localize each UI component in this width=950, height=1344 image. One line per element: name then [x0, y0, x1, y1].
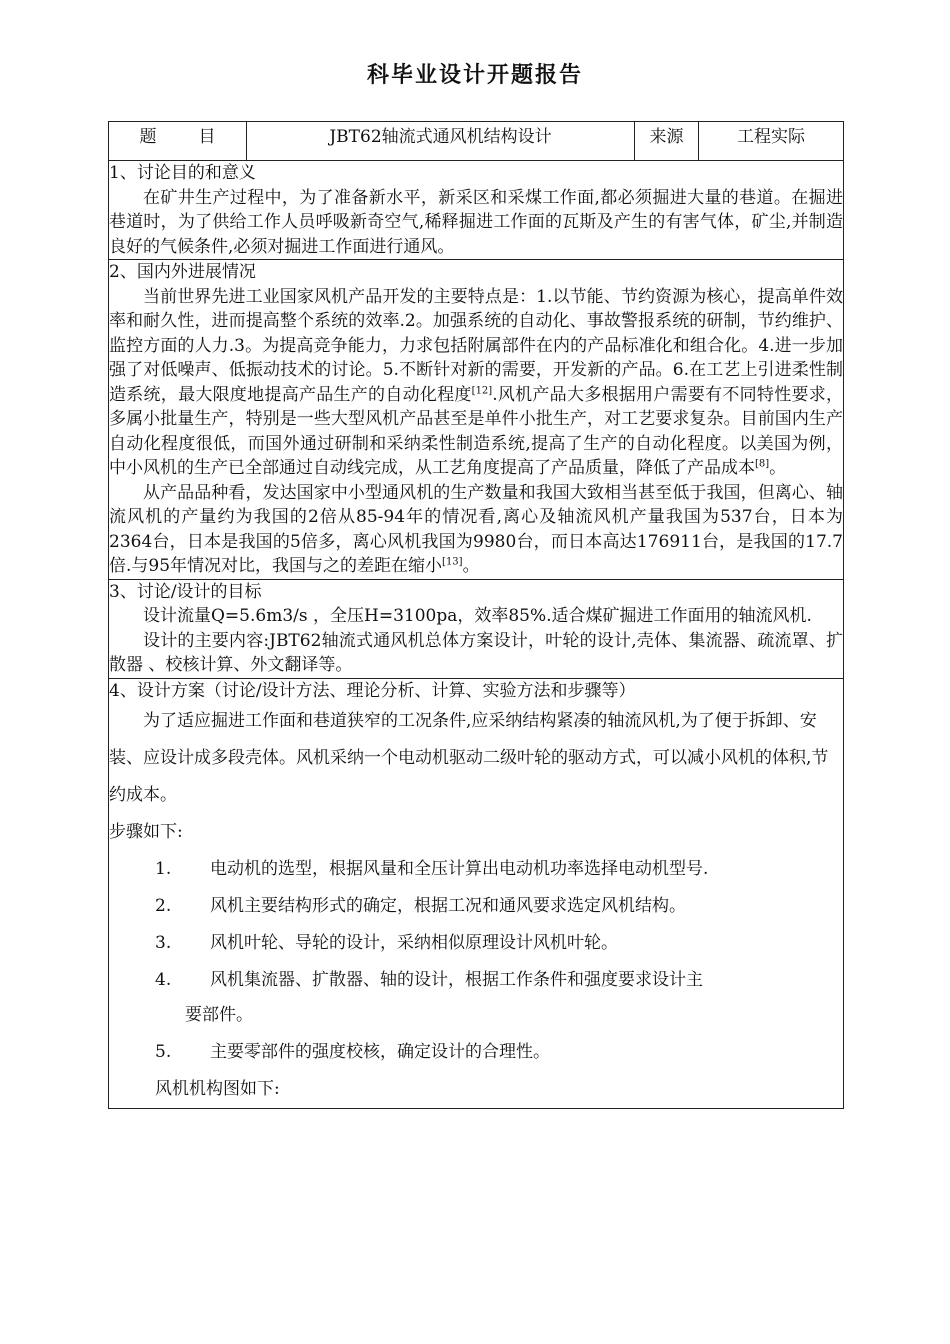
citation: [13]	[442, 556, 463, 568]
citation: [8]	[755, 458, 770, 470]
section-1	[109, 161, 844, 260]
header-row	[109, 122, 844, 161]
citation: [12]	[471, 384, 493, 396]
section-2	[109, 260, 844, 580]
source-label: 来源	[635, 122, 699, 161]
steps-label: 步骤如下:	[109, 821, 183, 842]
section-4-paragraph: 为了适应掘进工作面和巷道狭窄的工况条件,应采纳结构紧凑的轴流风机,为了便于拆卸、安装、应设计成多段壳体。风机采纳一个电动机驱动二级叶轮的驱动方式，可以减小风机的体积,节约成本。	[109, 710, 829, 805]
section-1-text: 在矿井生产过程中，为了准备新水平，新采区和采煤工作面,都必须掘进大量的巷道。在掘进巷道时，为了供给工作人员呼吸新奇空气,稀释掘进工作面的瓦斯及产生的有害气体，矿尘,并制造良好的气候条件,必须对掘进工作面进行通风。	[109, 187, 843, 257]
source-value: 工程实际	[699, 122, 844, 161]
section-3-heading: 3、讨论/设计的目标	[109, 581, 262, 602]
step-4-continuation: 要部件。	[185, 1004, 253, 1025]
section-2-heading: 2、国内外进展情况	[109, 262, 256, 282]
section-2-paragraph-1: 当前世界先进工业国家风机产品开发的主要特点是：1.以节能、节约资源为核心，提高单件效率和耐久性，进而提高整个系统的效率.2。加强系统的自动化、事故警报系统的研制，节约维护、监控方面的人力.3。为提高竞争能力，力求包括附属部件在内的产品标准化和组合化。4.进一步加强了对低噪声、低振动技术的讨论。5.不断针对新的需要，开发新的产品。6.在工艺上引进柔性制造系统，最大限度地提高产品生产的自动化程度[12].风机产品大多根据用户需要有不同特性要求，多属小批量生产，特别是一些大型风机产品甚至是单件小批生产，对工艺要求复杂。目前国内生产自动化程度很低，而国外通过研制和采纳柔性制造系统,提高了生产的自动化程度。以美国为例，中小风机的生产已全部通过自动线完成，从工艺角度提高了产品质量，降低了产品成本[8]。	[109, 286, 844, 478]
step-item: 4. 风机集流器、扩散器、轴的设计，根据工作条件和强度要求设计主	[155, 969, 703, 990]
page-title: 科毕业设计开题报告	[366, 62, 583, 88]
section-3	[109, 579, 844, 678]
step-item: 1. 电动机的选型，根据风量和全压计算出电动机功率选择电动机型号.	[155, 858, 709, 879]
section-3-paragraph-2: 设计的主要内容:JBT62轴流式通风机总体方案设计，叶轮的设计,壳体、集流器、疏流罩、扩散器 、校核计算、外文翻译等。	[109, 630, 843, 675]
figure-intro: 风机机构图如下:	[155, 1078, 280, 1099]
step-item: 3. 风机叶轮、导轮的设计，采纳相似原理设计风机叶轮。	[155, 932, 618, 953]
section-1-heading: 1、讨论目的和意义	[109, 163, 256, 183]
section-1-row	[109, 161, 844, 260]
section-3-row	[109, 579, 844, 678]
topic-value: JBT62轴流式通风机结构设计	[247, 122, 635, 161]
section-4	[109, 678, 844, 1108]
section-2-paragraph-2: 从产品品种看，发达国家中小型通风机的生产数量和我国大致相当甚至低于我国，但离心、轴流风机的产量约为我国的2倍从85-94年的情况看,离心及轴流风机产量我国为537台，日本为2364台，日本是我国的5倍多，离心风机我国为9980台，而日本高达176911台，是我国的17.7倍.与95年情况对比，我国与之的差距在缩小[13]。	[109, 482, 843, 576]
section-3-paragraph-1: 设计流量Q=5.6m3/s ，全压H=3100pa，效率85%.适合煤矿掘进工作面用的轴流风机.	[143, 606, 812, 626]
topic-label: 题 目	[109, 122, 247, 161]
step-item: 5. 主要零部件的强度校核，确定设计的合理性。	[155, 1041, 550, 1062]
section-4-heading: 4、设计方案（讨论/设计方法、理论分析、计算、实验方法和步骤等）	[109, 680, 636, 701]
section-4-row	[109, 678, 844, 1108]
step-item: 2. 风机主要结构形式的确定，根据工况和通风要求选定风机结构。	[155, 895, 686, 916]
section-2-row	[109, 260, 844, 580]
report-table	[108, 121, 844, 1109]
